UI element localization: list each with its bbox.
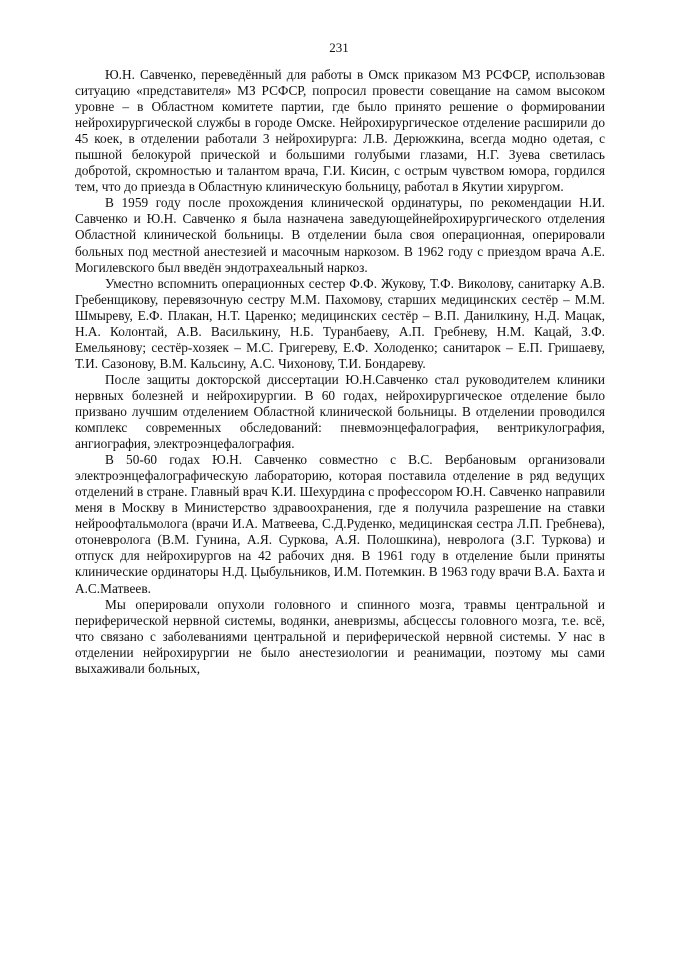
paragraph-5: В 50-60 годах Ю.Н. Савченко совместно с В.С. Вербановым организовали электроэнцефалографическую лабораторию, которая поставила отделение в ряд ведущих отделений в стране. Главный врач К.И. Шехурдина с профессором Ю.Н. Савченко направили меня в Москву в Министерство здравоохранения, где я получила разрешение на ставки нейроофтальмолога (врачи И.А. Матвеева, С.Д.Руденко, медицинская сестра Л.П. Гребнева), отоневролога (В.М. Гунина, А.Я. Суркова, А.Я. Полошкина), невролога (З.Г. Туркова) и отпуск для нейрохирургов на 42 рабочих дня. В 1961 году в отделение были приняты клинические ординаторы Н.Д. Цыбульников, И.М. Потемкин. В 1963 году врачи В.А. Бахта и А.С.Матвеев. [75, 452, 605, 596]
paragraph-3: Уместно вспомнить операционных сестер Ф.Ф. Жукову, Т.Ф. Виколову, санитарку А.В. Гребенщикову, перевязочную сестру М.М. Пахомову, старших медицинских сестёр – М.М. Шмыреву, Е.Ф. Плакан, Н.Т. Царенко; медицинских сестёр – В.П. Данилкину, Н.Д. Мацак, Н.А. Колонтай, А.В. Василькину, Н.Б. Туранбаеву, А.П. Гребневу, Н.М. Кацай, З.Ф. Емельянову; сестёр-хозяек – М.С. Григереву, Е.Ф. Холоденко; санитарок – Е.П. Гришаеву, Т.И. Сазонову, В.М. Кальсину, А.С. Чихонову, Т.И. Бондареву. [75, 275, 605, 371]
paragraph-4: После защиты докторской диссертации Ю.Н.Савченко стал руководителем клиники нервных болезней и нейрохирургии. В 60 годах, нейрохирургическое отделение было призвано лучшим отделением Областной клинической больницы. В отделении проводился комплекс современных обследований: пневмоэнцефалография, вентрикулография, ангиография, электроэнцефалография. [75, 371, 605, 452]
paragraph-1: Ю.Н. Савченко, переведённый для работы в Омск приказом МЗ РСФСР, использовав ситуацию «представителя» МЗ РСФСР, попросил провести совещание на самом высоком уровне – в Областном комитете партии, где было принято решение о формировании нейрохирургической службы в городе Омске. Нейрохирургическое отделение расширили до 45 коек, в отделении работали 3 нейрохирурга: Л.В. Дерюжкина, всегда модно одетая, с пышной белокурой прической и большими голубыми глазами, Н.Г. Зуева светилась добротой, скромностью и талантом врача, Г.И. Кисин, с острым чувством юмора, гордился тем, что до приезда в Областную клиническую больницу, работал в Якутии хирургом. [75, 67, 605, 195]
paragraph-6: Мы оперировали опухоли головного и спинного мозга, травмы центральной и периферической нервной системы, водянки, аневризмы, абсцессы головного мозга, т.е. всё, что связано с заболеваниями центральной и периферической нервной системы. У нас в отделении нейрохирургии не было анестезиологии и реанимации, поэтому мы сами выхаживали больных, [75, 596, 605, 676]
paragraph-2: В 1959 году после прохождения клинической ординатуры, по рекомендации Н.И. Савченко и Ю.Н. Савченко я была назначена заведующейнейрохирургического отделения Областной клинической больницы. В отделении была своя операционная, оперировали больных под местной анестезией и масочным наркозом. В 1962 году с приездом врача А.Е. Могилевского был введён эндотрахеальный наркоз. [75, 195, 605, 275]
text-body [75, 67, 605, 677]
page-number: 231 [329, 40, 349, 55]
